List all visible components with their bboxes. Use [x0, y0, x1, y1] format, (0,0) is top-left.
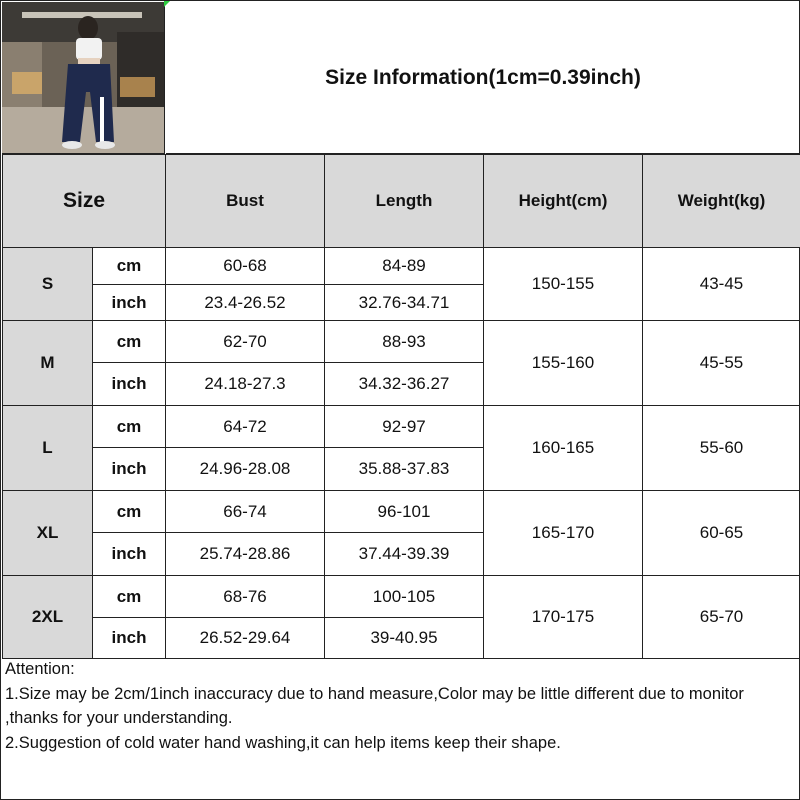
bust-inch: 23.4-26.52	[166, 285, 325, 321]
header-size: Size	[3, 155, 166, 248]
height-value: 170-175	[484, 576, 643, 659]
bust-cm: 68-76	[166, 576, 325, 618]
size-table	[2, 154, 800, 659]
unit-inch: inch	[93, 363, 166, 406]
size-label: S	[3, 248, 93, 321]
product-photo-illustration	[2, 2, 165, 154]
table-header-row	[3, 155, 800, 248]
bust-cm: 66-74	[166, 491, 325, 533]
header-length: Length	[325, 155, 484, 248]
table-row	[3, 491, 800, 533]
table-row	[3, 248, 800, 285]
bust-cm: 64-72	[166, 406, 325, 448]
weight-value: 60-65	[643, 491, 800, 576]
header-bust: Bust	[166, 155, 325, 248]
table-row	[3, 576, 800, 618]
bust-inch: 24.96-28.08	[166, 448, 325, 491]
bust-inch: 24.18-27.3	[166, 363, 325, 406]
length-cm: 84-89	[325, 248, 484, 285]
size-label: L	[3, 406, 93, 491]
unit-cm: cm	[93, 248, 166, 285]
table-row	[3, 406, 800, 448]
height-value: 160-165	[484, 406, 643, 491]
height-value: 155-160	[484, 321, 643, 406]
notes-line-2: 2.Suggestion of cold water hand washing,it can help items keep their shape.	[5, 733, 561, 752]
notes-line-1: 1.Size may be 2cm/1inch inaccuracy due to hand measure,Color may be little different due to monitor ,thanks for your understanding.	[5, 684, 744, 727]
bust-inch: 26.52-29.64	[166, 618, 325, 659]
weight-value: 55-60	[643, 406, 800, 491]
bust-inch: 25.74-28.86	[166, 533, 325, 576]
unit-inch: inch	[93, 285, 166, 321]
unit-cm: cm	[93, 406, 166, 448]
table-row	[3, 321, 800, 363]
length-inch: 35.88-37.83	[325, 448, 484, 491]
unit-inch: inch	[93, 448, 166, 491]
weight-value: 45-55	[643, 321, 800, 406]
bust-cm: 60-68	[166, 248, 325, 285]
size-label: XL	[3, 491, 93, 576]
bust-cm: 62-70	[166, 321, 325, 363]
length-cm: 92-97	[325, 406, 484, 448]
page-title: Size Information(1cm=0.39inch)	[166, 2, 800, 154]
unit-inch: inch	[93, 533, 166, 576]
length-inch: 37.44-39.39	[325, 533, 484, 576]
weight-value: 43-45	[643, 248, 800, 321]
size-label: 2XL	[3, 576, 93, 659]
product-photo	[2, 2, 165, 154]
unit-cm: cm	[93, 576, 166, 618]
length-cm: 88-93	[325, 321, 484, 363]
unit-inch: inch	[93, 618, 166, 659]
unit-cm: cm	[93, 491, 166, 533]
attention-notes	[5, 657, 797, 755]
length-cm: 100-105	[325, 576, 484, 618]
length-cm: 96-101	[325, 491, 484, 533]
header-weight: Weight(kg)	[643, 155, 800, 248]
height-value: 150-155	[484, 248, 643, 321]
length-inch: 34.32-36.27	[325, 363, 484, 406]
unit-cm: cm	[93, 321, 166, 363]
notes-heading: Attention:	[5, 660, 75, 678]
weight-value: 65-70	[643, 576, 800, 659]
header-height: Height(cm)	[484, 155, 643, 248]
height-value: 165-170	[484, 491, 643, 576]
size-label: M	[3, 321, 93, 406]
length-inch: 32.76-34.71	[325, 285, 484, 321]
length-inch: 39-40.95	[325, 618, 484, 659]
